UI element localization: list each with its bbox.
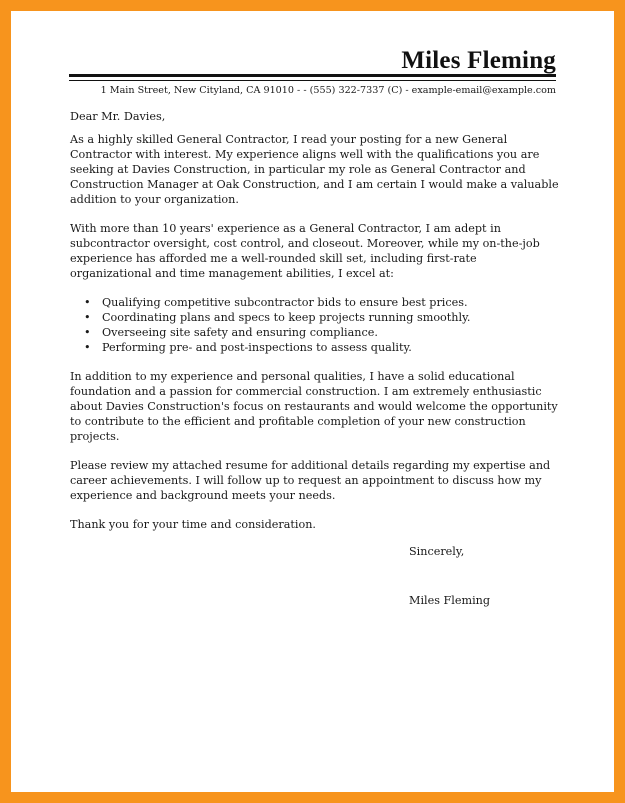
skills-list [70, 295, 560, 355]
paragraph-thanks: Thank you for your time and consideration. [70, 518, 316, 531]
signature-name: Miles Fleming [409, 594, 491, 607]
letter-body [70, 109, 560, 546]
paragraph-experience: With more than 10 years' experience as a General Contractor, I am adept in subcontractor oversight, cost control, and closeout. Moreover, while my on-the-job experience has afforded me a well-rounded skill set, including first-rate organizational and time management abilities, I excel at: [70, 222, 540, 280]
paragraph-education: In addition to my experience and personal qualities, I have a solid educational foundation and a passion for commercial construction. I am extremely enthusiastic about Davies Construction's focus on restaurants and would welcome the opportunity to contribute to the efficient and profitable completion of your new construction projects. [70, 370, 558, 443]
list-item-text: Coordinating plans and specs to keep projects running smoothly. [102, 311, 471, 324]
header-rule-thick [69, 74, 556, 77]
contact-line: 1 Main Street, New Cityland, CA 91010 - - (555) 322-7337 (C) - example-email@example.com [100, 85, 556, 96]
header-rule-thin [69, 80, 556, 81]
bullet-icon: • [84, 341, 91, 354]
list-item [70, 310, 560, 325]
list-item-text: Qualifying competitive subcontractor bids to ensure best prices. [102, 296, 468, 309]
greeting: Dear Mr. Davies, [70, 110, 166, 123]
letter-page [11, 11, 614, 792]
list-item [70, 325, 560, 340]
list-item [70, 340, 560, 355]
list-item-text: Overseeing site safety and ensuring compliance. [102, 326, 378, 339]
bullet-icon: • [84, 296, 91, 309]
closing: Sincerely, [409, 545, 465, 558]
bullet-icon: • [84, 311, 91, 324]
closing-block [409, 544, 490, 608]
bullet-icon: • [84, 326, 91, 339]
list-item [70, 295, 560, 310]
paragraph-intro: As a highly skilled General Contractor, I read your posting for a new General Contractor with interest. My experience aligns well with the qualifications you are seeking at Davies Construction, in particular my role as General Contractor and Construction Manager at Oak Construction, and I am certain I would make a valuable addition to your organization. [70, 133, 559, 206]
list-item-text: Performing pre- and post-inspections to assess quality. [102, 341, 412, 354]
sender-name: Miles Fleming [401, 47, 556, 74]
paragraph-follow-up: Please review my attached resume for additional details regarding my expertise and career achievements. I will follow up to request an appointment to discuss how my experience and background meets your needs. [70, 459, 551, 502]
